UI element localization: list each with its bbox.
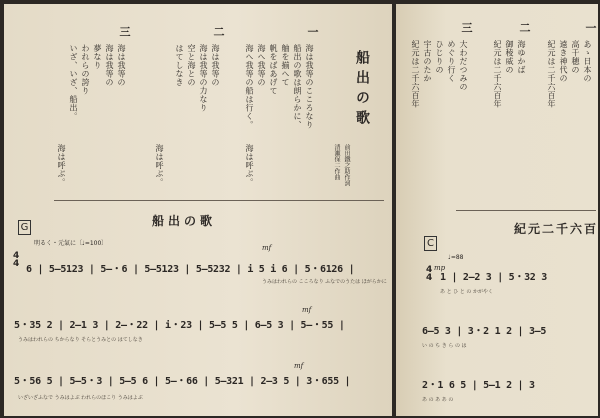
lyric-row: あ と ひ と の かがやく <box>440 289 493 295</box>
verse-1-line: 遠き神代の <box>559 40 568 83</box>
divider <box>456 210 596 211</box>
verse-3-line: 大わだつみの <box>459 40 468 91</box>
verse-3-number: 三 <box>460 22 473 33</box>
right-page <box>396 4 598 416</box>
verse-3-line: われらの誇り <box>81 44 90 95</box>
verse-1-line: 帆をばあげて <box>269 44 278 95</box>
verse-3-line: めぐり行く <box>447 40 456 83</box>
verse-3-line: 海は我等の <box>117 44 126 87</box>
lyricist-credit: 前田鐵之助作詞 <box>343 144 350 186</box>
verse-2-line: 海は我等の力なり <box>199 44 208 112</box>
verse-2-line: 紀元は二千六百年 <box>493 40 502 108</box>
tempo-marking: ♩=88 <box>448 254 464 261</box>
verse-1-number: 一 <box>584 22 597 33</box>
score-section-label: C <box>424 236 437 251</box>
verse-3-line: 夢なり <box>93 44 102 70</box>
time-signature: 4 4 <box>426 265 433 283</box>
lyric-row: うみはわれらの ちからなり そらとうみとの はてしなき <box>18 337 143 343</box>
verse-2-line: はてしなき <box>175 44 184 87</box>
lyric-row: うみはわれらの こころなり ふなでのうたは ほがらかに <box>262 279 387 285</box>
verse-1-line: あゝ日本の <box>583 40 592 83</box>
lyric-row: いざいざふなで うみはよぶ われらのほこり うみはよぶ <box>18 395 143 401</box>
divider <box>54 200 384 201</box>
verse-1-line: 海は我等のこころなり <box>305 44 314 129</box>
verse-3-line: 紀元は二千六百年 <box>411 40 420 108</box>
verse-1-number: 一 <box>306 26 319 37</box>
notation-row: 6 | 5―5123 | 5―・6 | 5―5123 | 5―5232 | i 5 i 6 | 5・6126 | <box>26 264 355 275</box>
verse-1-line: 紀元は二千六百年 <box>547 40 556 108</box>
verse-2-number: 二 <box>518 22 531 33</box>
notation-row: 1 | 2―2 3 | 5・32 3 <box>440 272 547 283</box>
score-title: 船出の歌 <box>152 214 217 228</box>
notation-row: 5・56 5 | 5―5・3 | 5―5 6 | 5―・66 | 5―321 | 2―3 5 | 3・655 | <box>14 376 351 387</box>
verse-3-line: いざ、いざ、船出。 <box>69 44 78 121</box>
dynamic-marking: mf <box>294 362 304 370</box>
score-title: 紀元二千六百 <box>514 222 599 236</box>
dynamic-marking: mf <box>262 244 272 252</box>
verse-1-line: 海は呼ぶ。 <box>245 144 254 187</box>
verse-1-line: 高千穂の <box>571 40 580 74</box>
verse-2-line: 海は我等の <box>211 44 220 87</box>
left-page <box>4 4 392 416</box>
verse-3-line: ひじりの <box>435 40 444 74</box>
notation-row: 2・1 6 5 | 5―1 2 | 3 <box>422 380 535 391</box>
verse-2-line: 海は呼ぶ。 <box>155 144 164 187</box>
verse-1-line: 海へ我等の <box>257 44 266 87</box>
notation-row: 6―5 3 | 3・2 1 2 | 3―5 <box>422 326 547 337</box>
verse-3-line: 宇古のたか <box>423 40 432 83</box>
dynamic-marking: mp <box>434 264 446 272</box>
verse-3-number: 三 <box>118 26 131 37</box>
tempo-marking: 明るく・元氣に〔♩=100〕 <box>34 240 108 247</box>
notation-row: 5・35 2 | 2―1 3 | 2―・22 | i・23 | 5―5 5 | 6―5 3 | 5―・55 | <box>14 320 345 331</box>
verse-1-line: 舳を揃へて <box>281 44 290 87</box>
dynamic-marking: mf <box>302 306 312 314</box>
composer-credit: 清瀬保二作曲 <box>333 144 340 180</box>
lyric-row: あ の あ あ の <box>422 397 454 403</box>
verse-2-line: 御稜威の <box>505 40 514 74</box>
verse-2-number: 二 <box>212 26 225 37</box>
verse-1-line: 海へ我等の船は行く。 <box>245 44 254 129</box>
verse-1-line: 船出の歌は朗らかに、 <box>293 44 302 129</box>
time-signature: 4 4 <box>13 251 20 269</box>
score-section-label: G <box>18 220 31 235</box>
lyric-row: い の ち き ら の は <box>422 343 467 349</box>
verse-2-line: 海ゆかば <box>517 40 526 74</box>
verse-3-line: 海は我等の <box>105 44 114 87</box>
verse-3-line: 海は呼ぶ。 <box>57 144 66 187</box>
verse-2-line: 空と海との <box>187 44 196 87</box>
song-title: 船出の歌 <box>354 50 370 130</box>
